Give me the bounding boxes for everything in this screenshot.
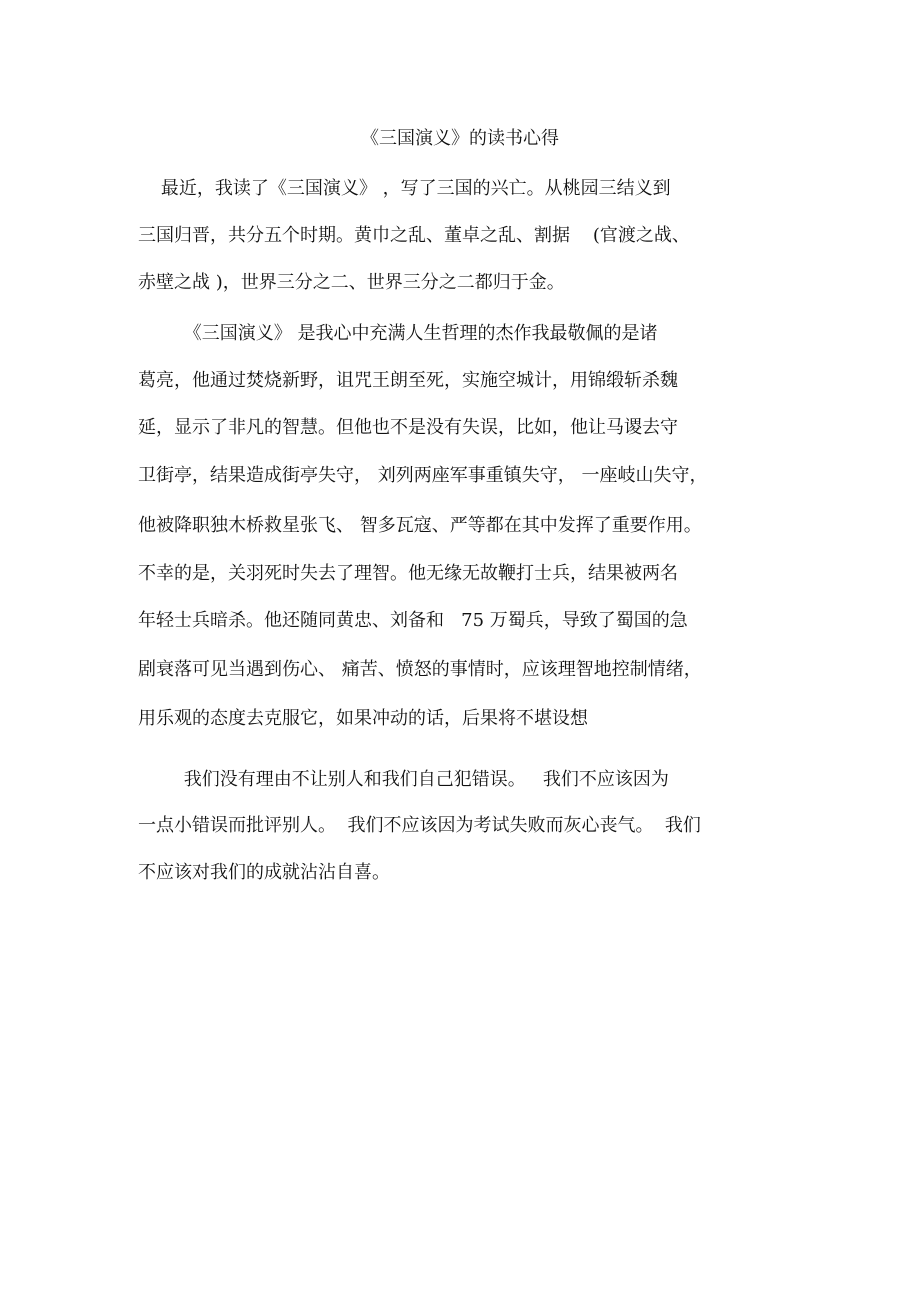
- paragraph-2-line-1: 《三国演义》 是我心中充满人生哲理的杰作我最敬佩的是诸: [138, 323, 658, 344]
- paragraph-3-line-3: 不应该对我们的成就沾沾自喜。: [138, 862, 390, 883]
- paragraph-2-line-4: 卫街亭，结果造成街亭失守， 刘列两座军事重镇失守， 一座岐山失守，: [138, 465, 708, 486]
- paragraph-2-line-8: 剧衰落可见当遇到伤心、 痛苦、愤怒的事情时，应该理智地控制情绪，: [138, 659, 702, 680]
- paragraph-2-line-9: 用乐观的态度去克服它，如果冲动的话，后果将不堪设想: [138, 708, 588, 729]
- paragraph-2-line-3: 延，显示了非凡的智慧。但他也不是没有失误，比如，他让马谡去守: [138, 417, 678, 438]
- paragraph-2-line-7: 年轻士兵暗杀。他还随同黄忠、刘备和 75 万蜀兵，导致了蜀国的急: [138, 610, 688, 631]
- paragraph-1-line-3: 赤壁之战 )，世界三分之二、世界三分之二都归于金。: [138, 272, 565, 293]
- paragraph-2-line-6: 不幸的是，关羽死时失去了理智。他无缘无故鞭打士兵，结果被两名: [138, 563, 678, 584]
- paragraph-1-line-1: 最近，我读了《三国演义》 ，写了三国的兴亡。从桃园三结义到: [138, 178, 671, 199]
- paragraph-2-line-2: 葛亮，他通过焚烧新野，诅咒王朗至死，实施空城计，用锦缎斩杀魏: [138, 370, 678, 391]
- document-title: 《三国演义》的读书心得: [361, 128, 559, 149]
- paragraph-1-line-2: 三国归晋，共分五个时期。黄巾之乱、董卓之乱、割据 (官渡之战、: [138, 225, 690, 246]
- paragraph-3-line-1: 我们没有理由不让别人和我们自己犯错误。 我们不应该因为: [138, 769, 669, 790]
- paragraph-3-line-2: 一点小错误而批评别人。 我们不应该因为考试失败而灰心丧气。 我们: [138, 815, 701, 836]
- paragraph-2-line-5: 他被降职独木桥救星张飞、 智多瓦寇、严等都在其中发挥了重要作用。: [138, 515, 702, 536]
